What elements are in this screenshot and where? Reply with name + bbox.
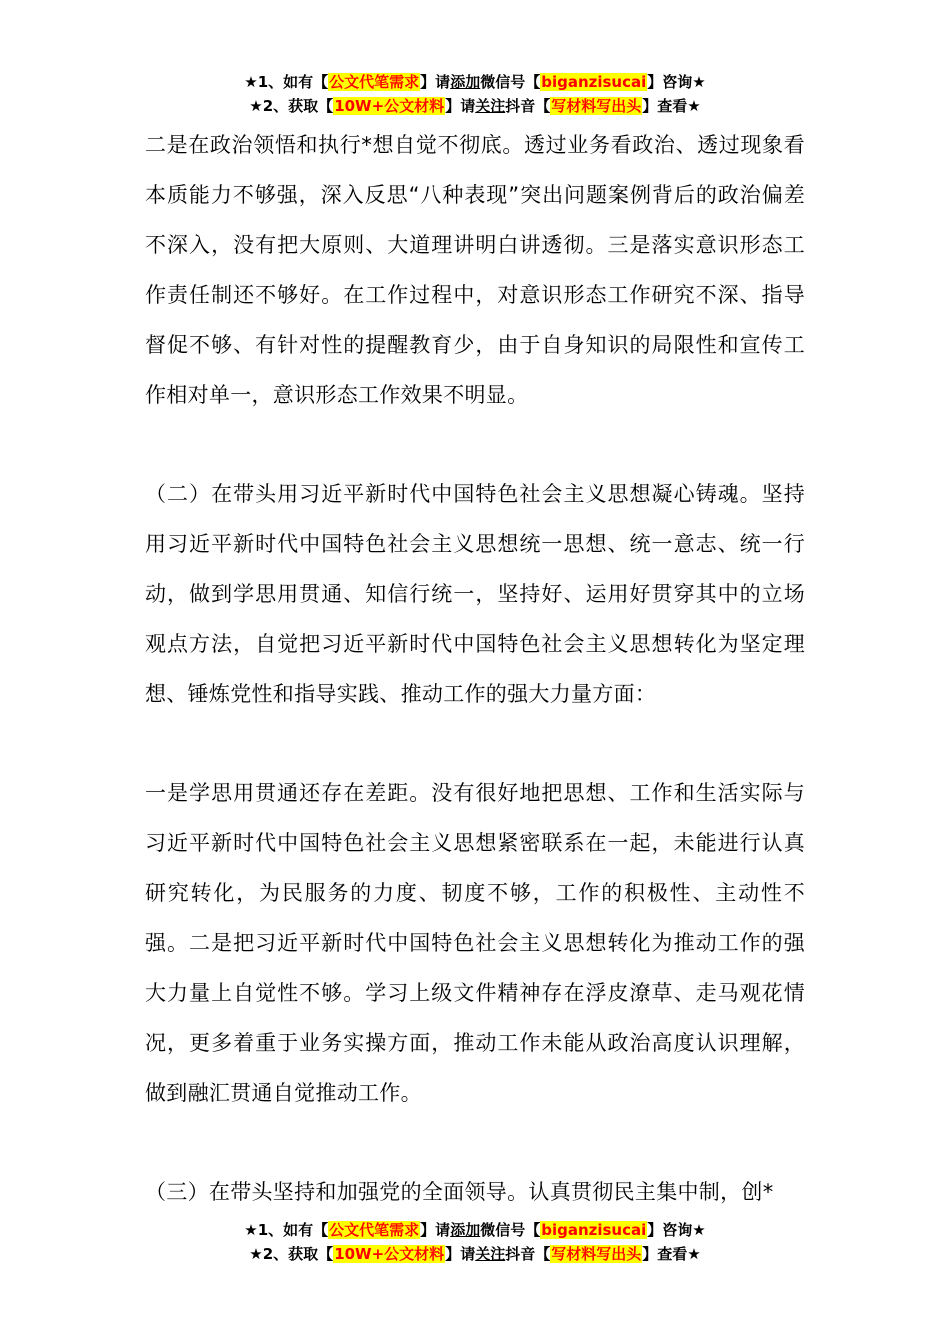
douyin-account: 写材料写出头	[551, 1245, 642, 1263]
promo-line-1: ★1、如有【公文代笔需求】请添加微信号【biganzisucai】咨询★	[244, 73, 706, 91]
promo-line-2: ★2、获取【10W+公文材料】请关注抖音【写材料写出头】查看★	[249, 1245, 701, 1263]
star-icon: ★	[249, 97, 263, 115]
wechat-id: biganzisucai	[541, 73, 647, 91]
promo-highlight: 公文代笔需求	[329, 73, 420, 91]
star-icon: ★	[249, 1245, 263, 1263]
star-icon: ★	[244, 73, 258, 91]
douyin-account: 写材料写出头	[551, 97, 642, 115]
footer-promo-banner	[0, 1218, 950, 1266]
paragraph-section-three-heading: （三）在带头坚持和加强党的全面领导。认真贯彻民主集中制，创*	[145, 1180, 774, 1204]
wechat-id: biganzisucai	[541, 1221, 647, 1239]
paragraph-political-awareness: 二是在政治领悟和执行*想自觉不彻底。透过业务看政治、透过现象看本质能力不够强，深入反思“八种表现”突出问题案例背后的政治偏差不深入，没有把大原则、大道理讲明白讲透彻。三是落实意识形态工作责任制还不够好。在工作过程中，对意识形态工作研究不深、指导督促不够、有针对性的提醒教育少，由于自身知识的局限性和宣传工作相对单一，意识形态工作效果不明显。	[145, 133, 805, 407]
promo-highlight: 10W+公文材料	[334, 1245, 445, 1263]
promo-line-2: ★2、获取【10W+公文材料】请关注抖音【写材料写出头】查看★	[249, 97, 701, 115]
star-icon: ★	[244, 1221, 258, 1239]
promo-highlight: 10W+公文材料	[334, 97, 445, 115]
promo-highlight: 公文代笔需求	[329, 1221, 420, 1239]
header-promo-banner	[0, 70, 950, 118]
promo-line-1: ★1、如有【公文代笔需求】请添加微信号【biganzisucai】咨询★	[244, 1221, 706, 1239]
paragraph-learning-gaps: 一是学思用贯通还存在差距。没有很好地把思想、工作和生活实际与习近平新时代中国特色社会主义思想紧密联系在一起，未能进行认真研究转化，为民服务的力度、韧度不够，工作的积极性、主动性不强。二是把习近平新时代中国特色社会主义思想转化为推动工作的强大力量上自觉性不够。学习上级文件精神存在浮皮潦草、走马观花情况，更多着重于业务实操方面，推动工作未能从政治高度认识理解，做到融汇贯通自觉推动工作。	[145, 781, 805, 1105]
paragraph-section-two-heading: （二）在带头用习近平新时代中国特色社会主义思想凝心铸魂。坚持用习近平新时代中国特色社会主义思想统一思想、统一意志、统一行动，做到学思用贯通、知信行统一，坚持好、运用好贯穿其中的立场观点方法，自觉把习近平新时代中国特色社会主义思想转化为坚定理想、锤炼党性和指导实践、推动工作的强大力量方面：	[145, 482, 805, 706]
